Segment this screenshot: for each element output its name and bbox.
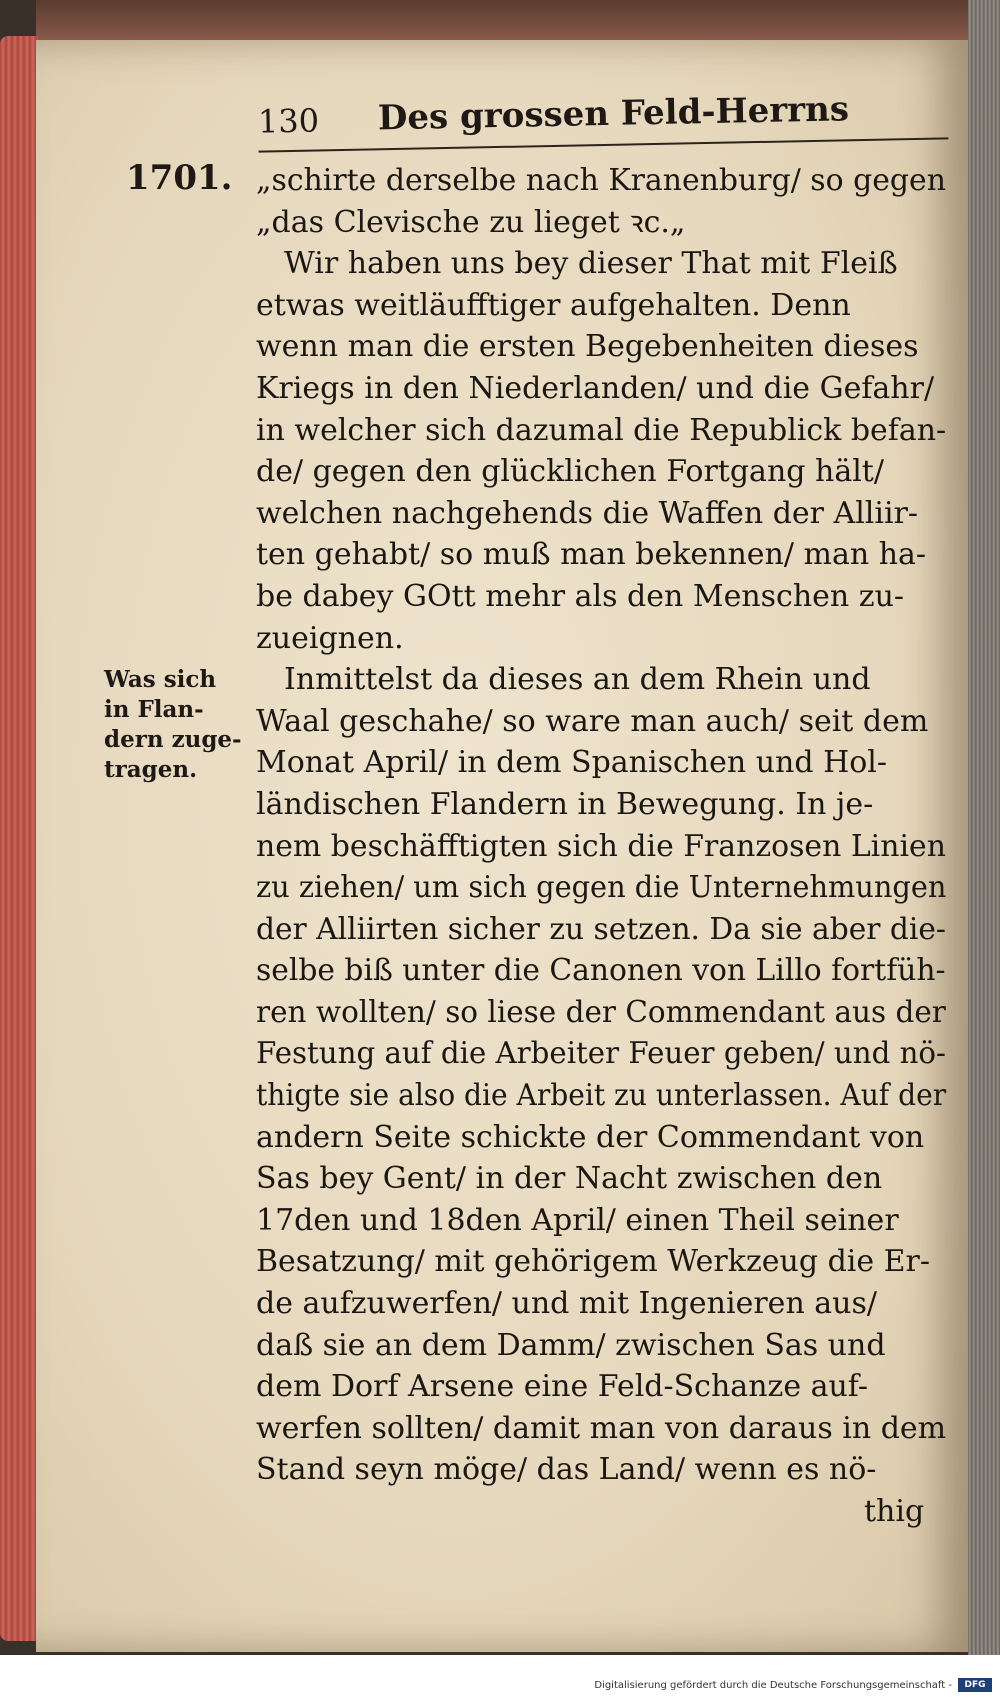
- text-line: 17den und 18den April/ einen Theil seiner: [256, 1202, 899, 1238]
- margin-note-line: in Flan-: [104, 696, 204, 723]
- text-line: wenn man die ersten Begebenheiten dieses: [256, 329, 919, 365]
- text-line: thigte sie also die Arbeit zu unterlassen. Auf der: [256, 1078, 947, 1114]
- text-line: in welcher sich dazumal die Republick befan-: [256, 412, 947, 448]
- text-line: be dabey GOtt mehr als den Menschen zu-: [256, 578, 905, 614]
- text-line: Waal geschahe/ so ware man auch/ seit dem: [256, 703, 929, 739]
- text-line: thig: [864, 1494, 925, 1529]
- text-line: selbe biß unter die Canonen von Lillo fortfüh-: [256, 953, 946, 989]
- margin-note-line: tragen.: [104, 756, 198, 783]
- margin-year: 1701.: [126, 158, 233, 198]
- margin-note-line: dern zuge-: [104, 726, 242, 753]
- top-page-edge: [36, 0, 971, 42]
- text-line: werfen sollten/ damit man von daraus in dem: [256, 1410, 947, 1446]
- text-line: „schirte derselbe nach Kranenburg/ so gegen: [256, 163, 946, 198]
- text-line: nem beschäfftigten sich die Franzosen Linien: [256, 828, 946, 864]
- text-line: Inmittelst da dieses an dem Rhein und: [284, 662, 871, 698]
- text-line: Festung auf die Arbeiter Feuer geben/ und nö-: [256, 1036, 946, 1072]
- text-line: andern Seite schickte der Commendant von: [256, 1119, 925, 1155]
- text-line: zu ziehen/ um sich gegen die Unternehmungen: [256, 870, 947, 906]
- body-text: [256, 160, 946, 1533]
- text-line: zueignen.: [256, 620, 404, 656]
- page-number: 130: [257, 101, 320, 141]
- book-edge-left: [0, 36, 38, 1641]
- text-line: Sas bey Gent/ in der Nacht zwischen den: [256, 1161, 883, 1197]
- text-line: Kriegs in den Niederlanden/ und die Gefahr/: [256, 370, 935, 406]
- text-line: „das Clevische zu lieget ꝛc.„: [256, 204, 686, 240]
- text-line: de/ gegen den glücklichen Fortgang hält/: [256, 454, 884, 490]
- text-line: daß sie an dem Damm/ zwischen Sas und: [256, 1327, 886, 1363]
- digitization-credit: Digitalisierung gefördert durch die Deutsche Forschungsgemeinschaft -: [594, 1680, 952, 1691]
- margin-note-line: Was sich: [104, 666, 217, 693]
- text-line: etwas weitläufftiger aufgehalten. Denn: [256, 287, 851, 323]
- text-line: ten gehabt/ so muß man bekennen/ man ha-: [256, 537, 927, 573]
- running-head: Des grossen Feld-Herrns: [377, 89, 850, 139]
- text-line: de aufzuwerfen/ und mit Ingenieren aus/: [256, 1286, 878, 1322]
- text-line: Besatzung/ mit gehörigem Werkzeug die Er-: [256, 1244, 931, 1280]
- text-line: ländischen Flandern in Bewegung. In je-: [256, 786, 874, 822]
- text-line: Stand seyn möge/ das Land/ wenn es nö-: [256, 1452, 877, 1488]
- footer-strip: [0, 1655, 1000, 1698]
- text-line: der Alliirten sicher zu setzen. Da sie aber die-: [256, 911, 946, 947]
- margin-note: [104, 665, 254, 785]
- text-line: welchen nachgehends die Waffen der Alliir-: [256, 495, 919, 531]
- text-line: Wir haben uns bey dieser That mit Fleiß: [284, 246, 898, 282]
- page-stack-right: [968, 0, 1000, 1655]
- text-line: dem Dorf Arsene eine Feld-Schanze auf-: [256, 1369, 868, 1405]
- dfg-logo: DFG: [958, 1678, 992, 1692]
- text-line: ren wollten/ so liese der Commendant aus der: [256, 994, 946, 1030]
- text-line: Monat April/ in dem Spanischen und Hol-: [256, 745, 888, 781]
